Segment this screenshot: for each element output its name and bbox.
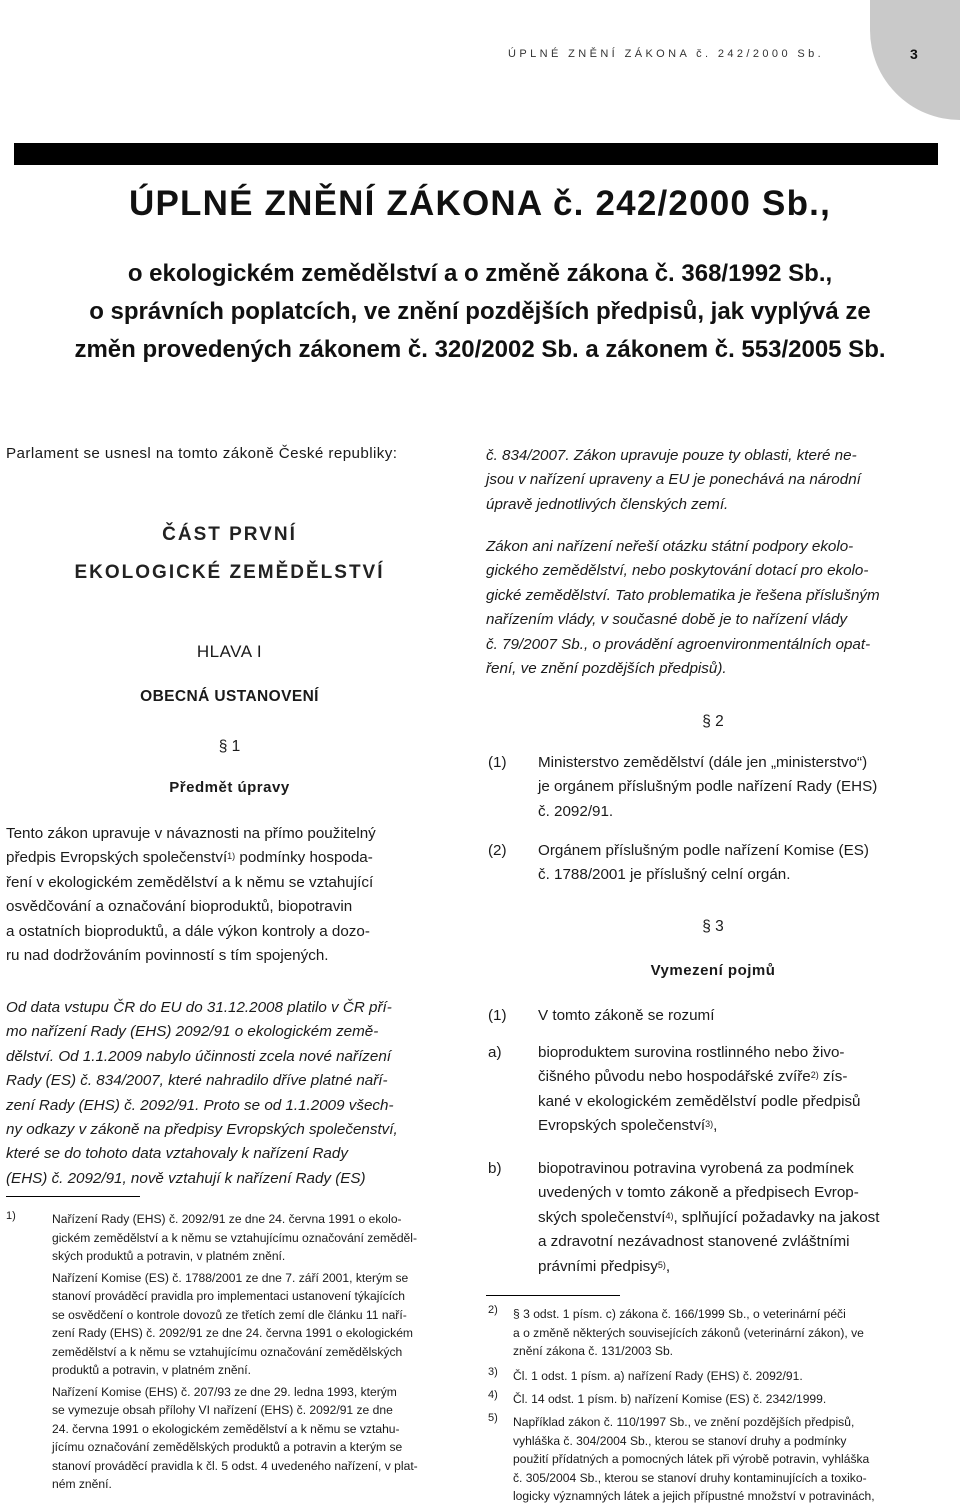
- item-letter: a): [488, 1044, 502, 1061]
- editorial-note-2: [486, 535, 940, 681]
- intro-text: Parlament se usnesl na tomto zákoně České republiky:: [6, 445, 398, 462]
- footnote-line: stanoví prováděcí pravidla pro implementaci ustanovení týkajících: [52, 1289, 405, 1303]
- text-span: ,: [713, 1117, 718, 1135]
- chapter-title: OBECNÁ USTANOVENÍ: [140, 688, 319, 705]
- footnote-line: jícímu označování zemědělských produktů a potravin a kterým se: [52, 1440, 403, 1454]
- text-line: kané v ekologickém zemědělství podle předpisů: [538, 1092, 861, 1110]
- section-title: Vymezení pojmů: [650, 962, 776, 979]
- footnote-ref[interactable]: 5): [657, 1259, 666, 1270]
- text-line: bioproduktem surovina rostlinného nebo živo-: [538, 1044, 845, 1061]
- footnote-line: Čl. 1 odst. 1 písm. a) nařízení Rady (EHS) č. 2092/91.: [513, 1369, 803, 1383]
- footnote-number: 2): [488, 1304, 498, 1316]
- section-1-text: [6, 822, 453, 968]
- subtitle-line: o ekologickém zemědělství a o změně zákona č. 368/1992 Sb.,: [127, 260, 833, 287]
- text-line: Ministerstvo zemědělství (dále jen „ministerstvo“): [538, 754, 868, 771]
- text-line: osvědčování a označování bioproduktů, biopotravin: [6, 898, 353, 916]
- note-line: mo nařízení Rady (EHS) 2092/91 o ekologickém země-: [6, 1023, 379, 1041]
- text-line: č. 1788/2001 je příslušný celní orgán.: [538, 866, 791, 884]
- footnote-line: použití přídatných a pomocných látek při výrobě potravin, vyhláška: [513, 1452, 870, 1466]
- text-line: ření v ekologickém zemědělství a k němu se vztahující: [6, 873, 374, 891]
- text-span: podmínky hospoda-: [235, 849, 373, 867]
- footnote-ref[interactable]: 1): [227, 851, 236, 862]
- text-line: [538, 1206, 940, 1230]
- note-line: jsou v nařízení upraveny a EU je ponechává na národní: [486, 471, 861, 489]
- footnote-line: [513, 1305, 940, 1324]
- text-span: Evropských společenství: [538, 1117, 706, 1135]
- text-line: biopotravinou potravina vyrobená za podmínek: [538, 1160, 854, 1177]
- page-number: 3: [910, 46, 918, 62]
- footnote-2: [513, 1305, 940, 1361]
- text-span: zís-: [818, 1068, 848, 1086]
- text-line: [6, 846, 453, 870]
- footnote-ref[interactable]: 2): [810, 1070, 819, 1081]
- text-span: ,: [665, 1257, 671, 1275]
- note-line: č. 79/2007 Sb., o provádění agroenvironmentálních opat-: [486, 635, 871, 653]
- subtitle-line: o správních poplatcích, ve znění pozdějších předpisů, jak vyplývá ze: [89, 298, 871, 325]
- note-line: Od data vstupu ČR do EU do 31.12.2008 platilo v ČR pří-: [6, 999, 392, 1016]
- footnote-line: Například zákon č. 110/1997 Sb., ve znění pozdějších předpisů,: [513, 1415, 855, 1429]
- footnote-number: 3): [488, 1366, 498, 1378]
- footnote-line: stanoví prováděcí pravidla k čl. 5 odst. 4 uvedeného nařízení, v plat-: [52, 1458, 418, 1473]
- footnote-ref[interactable]: 4): [665, 1210, 674, 1221]
- footnote-ref[interactable]: 3): [705, 1119, 714, 1130]
- text-line: č. 2092/91.: [538, 802, 614, 820]
- item-number: (1): [488, 754, 507, 771]
- footnote-line: zemědělství a k němu se vztahujícímu označování zemědělských: [52, 1344, 403, 1359]
- text-line: je orgánem příslušným podle nařízení Rady (EHS): [538, 778, 878, 796]
- title-bar: [14, 143, 938, 165]
- footnote-line: a o změně některých souvisejících zákonů (veterinární zákon), ve: [513, 1325, 864, 1340]
- footnote-line: logicky významných látek a jejich přípustné množství v potravinách,: [513, 1489, 875, 1503]
- note-line: č. 834/2007. Zákon upravuje pouze ty oblasti, které ne-: [486, 447, 857, 464]
- item-letter: b): [488, 1160, 502, 1177]
- text-line: a zdravotní nezávadnost stanovené zvláštními: [538, 1233, 850, 1251]
- note-line: (EHS) č. 2092/91, nově vztahují k nařízení Rady (ES): [6, 1169, 366, 1187]
- definition-b: [538, 1157, 940, 1279]
- text-line: ru nad dodržováním povinností s tím spojených.: [6, 947, 329, 965]
- text-span: ských společenství: [538, 1208, 666, 1226]
- section-2-item-1: [538, 751, 940, 824]
- text-line: [538, 1065, 940, 1089]
- footnote-5: [513, 1413, 940, 1506]
- note-line: nařízením vlády, v současné době je to nařízení vlády: [486, 611, 848, 629]
- note-line: gického zemědělství, nebo poskytování dotací pro ekolo-: [486, 562, 869, 580]
- subtitle-line: změn provedených zákonem č. 320/2002 Sb. a zákonem č. 553/2005 Sb.: [74, 336, 886, 363]
- footnote-line: č. 305/2004 Sb., kterou se stanoví druhy kontaminujících a toxiko-: [513, 1470, 867, 1485]
- note-line: ny odkazy v zákoně na předpisy Evropských společenství,: [6, 1121, 398, 1139]
- section-sign: §: [513, 1307, 520, 1321]
- footnote-line: vyhláška č. 304/2004 Sb., kterou se stanoví druhy a podmínky: [513, 1433, 847, 1448]
- running-header: ÚPLNÉ ZNĚNÍ ZÁKONA č. 242/2000 Sb.: [508, 48, 825, 60]
- footnote-line: ném znění.: [52, 1477, 112, 1491]
- part-heading: ČÁST PRVNÍ: [162, 524, 297, 545]
- chapter-heading: HLAVA I: [196, 642, 263, 661]
- note-line: ření, ve znění pozdějších předpisů).: [486, 660, 727, 678]
- footnote-1: [52, 1210, 447, 1494]
- section-number: § 2: [702, 713, 724, 730]
- footnote-line: gickém zemědělství a k němu se vztahujícímu označování zeměděl-: [52, 1230, 417, 1245]
- footnote-4: [513, 1390, 940, 1409]
- text-span: právními předpisy: [538, 1257, 658, 1275]
- footnote-number: 5): [488, 1412, 498, 1424]
- footnote-line: 24. června 1991 o ekologickém zemědělství a k němu se vztahu-: [52, 1421, 400, 1436]
- footnote-line: znění zákona č. 131/2003 Sb.: [513, 1344, 674, 1358]
- note-line: dělství. Od 1.1.2009 nabylo účinnosti zcela nové nařízení: [6, 1047, 391, 1065]
- text-line: [538, 1255, 940, 1279]
- footnote-line: Nařízení Komise (ES) č. 1788/2001 ze dne 7. září 2001, kterým se: [52, 1270, 409, 1285]
- document-title: ÚPLNÉ ZNĚNÍ ZÁKONA č. 242/2000 Sb.,: [129, 184, 831, 223]
- note-line: Rady (ES) č. 834/2007, které nahradilo dříve platné naří-: [6, 1072, 388, 1090]
- text-span: čišného původu nebo hospodářské zvíře: [538, 1068, 811, 1086]
- text-line: [538, 1114, 940, 1138]
- note-line: zení Rady (EHS) č. 2092/91. Proto se od 1.1.2009 všech-: [6, 1096, 394, 1114]
- footnote-line: Čl. 14 odst. 1 písm. b) nařízení Komise (ES) č. 2342/1999.: [513, 1392, 827, 1406]
- text-line: a ostatních bioproduktů, a dále výkon kontroly a dozo-: [6, 922, 370, 940]
- footnote-3: [513, 1367, 940, 1386]
- item-number: (1): [488, 1007, 507, 1024]
- text-span: , splňující požadavky na jakost: [673, 1208, 880, 1226]
- footnote-line: produktů a potravin, v platném znění.: [52, 1363, 251, 1377]
- section-3-item-1: V tomto zákoně se rozumí: [538, 1007, 715, 1024]
- section-number: § 1: [218, 738, 241, 755]
- footnote-line: se vymezuje obsah přílohy VI nařízení (EHS) č. 2092/91 ze dne: [52, 1403, 393, 1417]
- section-number: § 3: [702, 918, 724, 935]
- text-line: uvedených v tomto zákoně a předpisech Evrop-: [538, 1184, 859, 1202]
- footnote-number: 4): [488, 1389, 498, 1401]
- footnote-line: Nařízení Rady (EHS) č. 2092/91 ze dne 24. června 1991 o ekolo-: [52, 1212, 402, 1226]
- editorial-note: [6, 996, 453, 1191]
- text-span: 3 odst. 1 písm. c) zákona č. 166/1999 Sb., o veterinární péči: [523, 1307, 846, 1321]
- footnote-number: 1): [6, 1210, 16, 1222]
- text-span: předpis Evropských společenství: [6, 849, 228, 867]
- note-line: Zákon ani nařízení neřeší otázku státní podpory ekolo-: [486, 538, 854, 555]
- footnote-rule: [486, 1295, 620, 1296]
- footnote-rule: [6, 1196, 140, 1197]
- footnote-line: Nařízení Komise (EHS) č. 207/93 ze dne 29. ledna 1993, kterým: [52, 1384, 397, 1399]
- note-line: úpravě jednotlivých členských zemí.: [486, 495, 729, 513]
- text-line: Tento zákon upravuje v návaznosti na přímo použitelný: [6, 825, 376, 842]
- note-line: gické zemědělství. Tato problematika je řešena příslušným: [486, 586, 880, 604]
- note-line: které se do tohoto data vztahovaly k nařízení Rady: [6, 1145, 348, 1163]
- section-2-item-2: [538, 839, 940, 888]
- footnote-line: se osvědčení o kontrole dovozů ze třetích zemí dle článku 11 naří-: [52, 1307, 407, 1322]
- definition-a: [538, 1041, 940, 1139]
- item-number: (2): [488, 842, 507, 859]
- text-line: Orgánem příslušným podle nařízení Komise (ES): [538, 842, 869, 859]
- editorial-note-continued: [486, 444, 940, 517]
- section-title: Předmět úpravy: [169, 779, 290, 796]
- footnote-line: ských produktů a potravin, v platném znění.: [52, 1249, 286, 1263]
- footnote-line: zení Rady (EHS) č. 2092/91 ze dne 24. června 1991 o ekologickém: [52, 1326, 414, 1340]
- part-title: EKOLOGICKÉ ZEMĚDĚLSTVÍ: [74, 562, 385, 583]
